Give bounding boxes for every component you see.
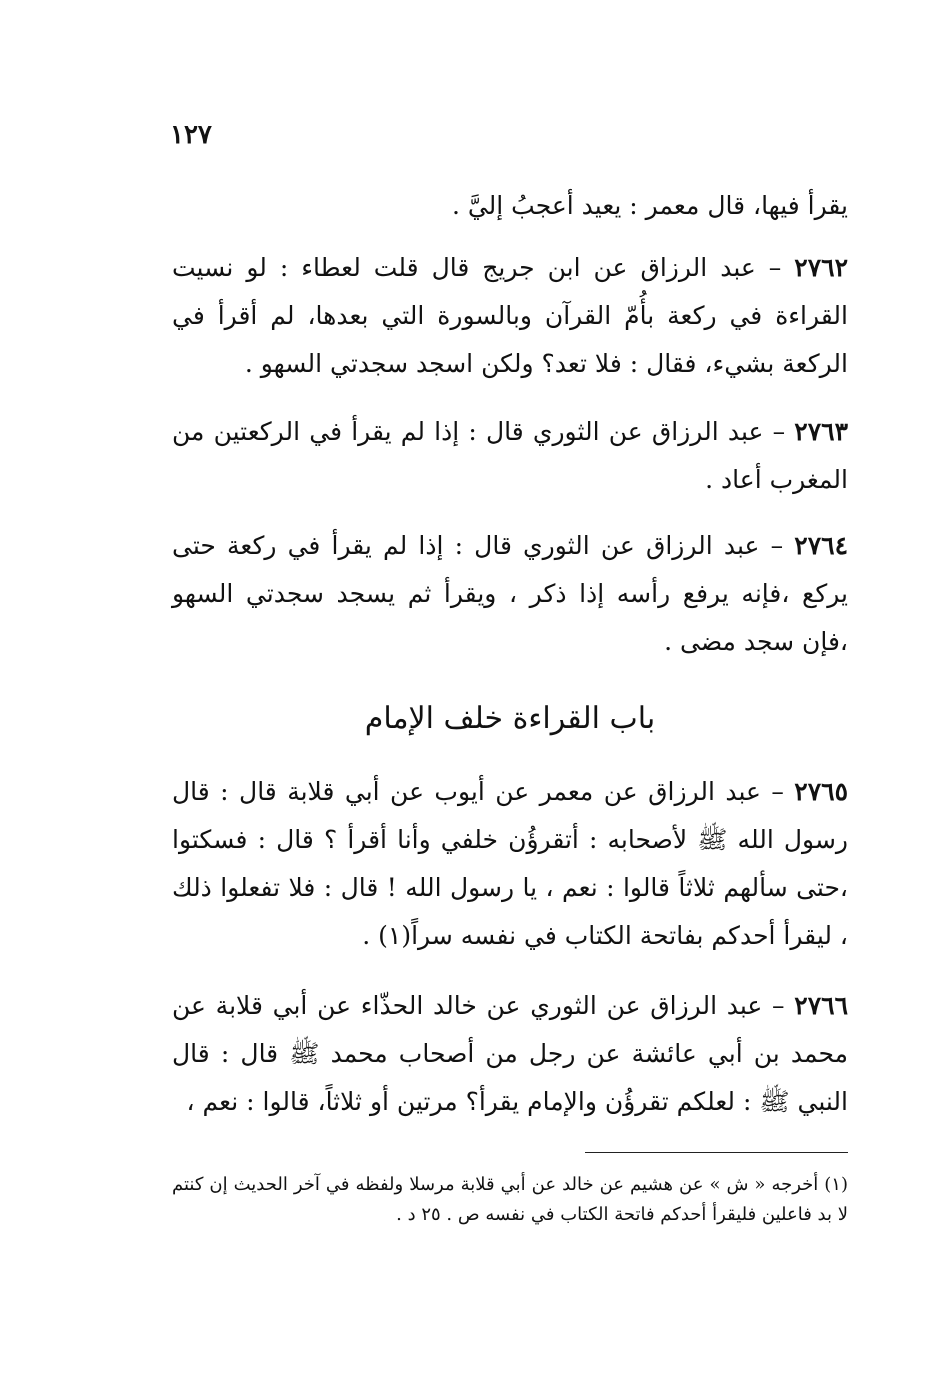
continuation-text: يقرأ فيها، قال معمر : يعيد أعجبُ إليَّ . xyxy=(451,191,848,220)
hadith-paragraph-2763 xyxy=(172,408,848,504)
hadith-number: ٢٧٦٤ xyxy=(794,531,848,560)
hadith-text: – عبد الرزاق عن معمر عن أيوب عن أبي قلابة قال : قال رسول الله ﷺ لأصحابه : أتقرؤُن خلفي وأنا أقرأ ؟ قال : فسكتوا ،حتى سألهم ثلاثاً قالوا : نعم ، يا رسول الله ! قال : فلا تفعلوا ذلك ، ليقرأ أحدكم بفاتحة الكتاب في نفسه سراً(١) . xyxy=(172,777,848,950)
page-number: ١٢٧ xyxy=(170,120,212,150)
hadith-text: – عبد الرزاق عن ابن جريج قال قلت لعطاء : لو نسيت القراءة في ركعة بأُمّ القرآن وبالسورة التي بعدها، لم أقرأ في الركعة بشيء، فقال : فلا تعد؟ ولكن اسجد سجدتي السهو . xyxy=(172,253,848,378)
hadith-text: – عبد الرزاق عن الثوري قال : إذا لم يقرأ في الركعتين من المغرب أعاد . xyxy=(172,417,848,494)
hadith-paragraph-2762 xyxy=(172,244,848,388)
footnote: (١) أخرجه « ش » عن هشيم عن خالد عن أبي قلابة مرسلا ولفظه في آخر الحديث إن كنتم لا بد فاعلين فليقرأ أحدكم فاتحة الكتاب في نفسه ص . ٢٥ د . xyxy=(172,1174,848,1225)
hadith-text: – عبد الرزاق عن الثوري قال : إذا لم يقرأ في ركعة حتى يركع ،فإنه يرفع رأسه إذا ذكر ، ويقرأ ثم يسجد سجدتي السهو ،فإن سجد مضى . xyxy=(172,531,848,656)
hadith-number: ٢٧٦٦ xyxy=(794,991,848,1020)
hadith-paragraph-2765 xyxy=(172,768,848,960)
hadith-number: ٢٧٦٥ xyxy=(794,777,848,806)
hadith-number: ٢٧٦٣ xyxy=(794,417,848,446)
hadith-paragraph-2766 xyxy=(172,982,848,1126)
hadith-text: – عبد الرزاق عن الثوري عن خالد الحذّاء عن أبي قلابة عن محمد بن أبي عائشة عن رجل من أصحاب محمد ﷺ قال : قال النبي ﷺ : لعلكم تقرؤُن والإمام يقرأ؟ مرتين أو ثلاثاً، قالوا : نعم ، xyxy=(172,991,848,1116)
hadith-paragraph-2764 xyxy=(172,522,848,666)
section-heading: باب القراءة خلف الإمام xyxy=(364,701,656,736)
hadith-number: ٢٧٦٢ xyxy=(794,253,848,282)
footnote-divider xyxy=(585,1152,848,1153)
